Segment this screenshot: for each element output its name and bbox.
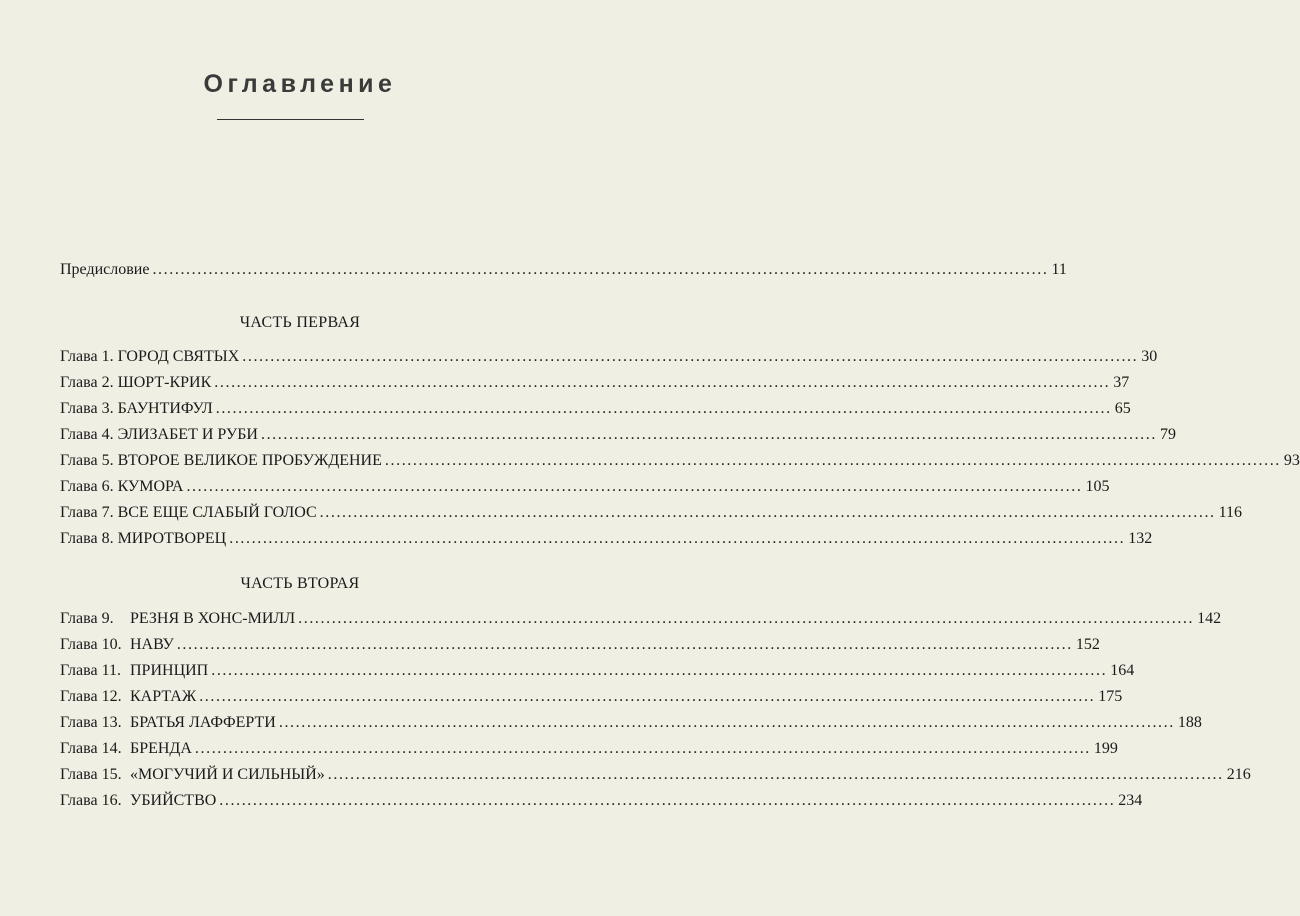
chapter-number: Глава 1. [60,348,114,365]
leader-dots: ................................................................................................................................................................ [152,261,1049,278]
toc-row [60,658,1135,684]
chapter-page: 116 [1218,504,1243,521]
chapter-label [60,736,192,762]
chapter-label [60,788,216,814]
chapter-title: КУМОРА [117,478,184,495]
leader-dots: ................................................................................................................................................................ [176,636,1073,653]
chapter-page: 164 [1110,662,1135,679]
chapter-page: 152 [1075,636,1100,653]
part1-chapter-list [60,344,1300,552]
toc-row [60,684,1123,710]
toc-row [60,526,1153,552]
leader-dots: ................................................................................................................................................................ [214,374,1111,391]
page-title: Оглавление [203,70,397,98]
leader-dots: ................................................................................................................................................................ [229,530,1126,547]
leader-dots: ................................................................................................................................................................ [319,504,1216,521]
chapter-number: Глава 9. [60,610,114,627]
chapter-page: 142 [1197,610,1222,627]
chapter-label [60,422,258,448]
chapter-page: 188 [1177,714,1202,731]
chapter-label [60,684,196,710]
leader-dots: ................................................................................................................................................................ [242,348,1139,365]
toc-row [60,500,1243,526]
chapter-title: ВСЕ ЕЩЕ СЛАБЫЙ ГОЛОС [117,504,317,521]
chapter-number: Глава 4. [60,426,114,443]
chapter-number: Глава 3. [60,400,114,417]
chapter-label [60,474,183,500]
chapter-number: Глава 15. [60,766,122,783]
toc-row [60,736,1118,762]
chapter-title: ВТОРОЕ ВЕЛИКОЕ ПРОБУЖДЕНИЕ [117,452,382,469]
toc-row [60,474,1110,500]
leader-dots: ................................................................................................................................................................ [194,740,1091,757]
leader-dots: ................................................................................................................................................................ [211,662,1108,679]
chapter-page: 37 [1113,374,1130,391]
chapter-label [60,762,325,788]
toc-row [60,344,1158,370]
chapter-label [60,396,213,422]
chapter-page: 79 [1159,426,1176,443]
chapter-number: Глава 5. [60,452,114,469]
chapter-number: Глава 16. [60,792,122,809]
toc-row [60,632,1100,658]
chapter-label [60,710,276,736]
chapter-title: ГОРОД СВЯТЫХ [117,348,240,365]
chapter-page: 65 [1114,400,1131,417]
chapter-title: НАВУ [130,636,174,653]
toc-row [60,422,1176,448]
chapter-number: Глава 10. [60,636,122,653]
chapter-label [60,658,208,684]
toc-row [60,370,1130,396]
chapter-number: Глава 7. [60,504,114,521]
title-divider [217,119,364,120]
chapter-label [60,632,174,658]
chapter-title: УБИЙСТВО [130,792,217,809]
chapter-page: 132 [1128,530,1153,547]
chapter-title: РЕЗНЯ В ХОНС-МИЛЛ [130,610,296,627]
part1-heading: ЧАСТЬ ПЕРВАЯ [239,314,361,331]
toc-row [60,396,1131,422]
toc-row [60,710,1202,736]
leader-dots: ................................................................................................................................................................ [199,688,1096,705]
chapter-title: БРЕНДА [130,740,192,757]
leader-dots: ................................................................................................................................................................ [278,714,1175,731]
chapter-number: Глава 12. [60,688,122,705]
part2-heading: ЧАСТЬ ВТОРАЯ [240,575,360,592]
chapter-label [60,344,239,370]
chapter-number: Глава 6. [60,478,114,495]
preface-page: 11 [1051,261,1067,278]
chapter-page: 199 [1093,740,1118,757]
leader-dots: ................................................................................................................................................................ [260,426,1157,443]
chapter-page: 105 [1085,478,1110,495]
chapter-title: «МОГУЧИЙ И СИЛЬНЫЙ» [130,766,325,783]
chapter-title: МИРОТВОРЕЦ [117,530,227,547]
leader-dots: ................................................................................................................................................................ [186,478,1083,495]
leader-dots: ................................................................................................................................................................ [298,610,1195,627]
chapter-page: 93 [1283,452,1300,469]
chapter-page: 216 [1226,766,1251,783]
chapter-title: БРАТЬЯ ЛАФФЕРТИ [130,714,276,731]
chapter-label [60,448,382,474]
chapter-title: ШОРТ-КРИК [117,374,212,391]
leader-dots: ................................................................................................................................................................ [327,766,1224,783]
leader-dots: ................................................................................................................................................................ [215,400,1112,417]
leader-dots: ................................................................................................................................................................ [219,792,1116,809]
preface-label: Предисловие [60,261,150,278]
chapter-label [60,526,226,552]
chapter-page: 234 [1118,792,1143,809]
toc-row [60,762,1251,788]
chapter-number: Глава 8. [60,530,114,547]
chapter-number: Глава 2. [60,374,114,391]
chapter-number: Глава 14. [60,740,122,757]
preface-entry [60,257,1067,283]
chapter-label [60,370,211,396]
leader-dots: ................................................................................................................................................................ [384,452,1281,469]
chapter-page: 175 [1098,688,1123,705]
chapter-title: ЭЛИЗАБЕТ И РУБИ [117,426,258,443]
chapter-title: ПРИНЦИП [130,662,209,679]
chapter-label [60,606,295,632]
chapter-title: КАРТАЖ [130,688,197,705]
chapter-label [60,500,317,526]
toc-row [60,448,1300,474]
toc-row [60,606,1222,632]
part2-chapter-list [60,606,1251,814]
chapter-number: Глава 13. [60,714,122,731]
chapter-page: 30 [1141,348,1158,365]
chapter-number: Глава 11. [60,662,121,679]
chapter-title: БАУНТИФУЛ [117,400,213,417]
toc-row [60,257,1067,283]
toc-row [60,788,1143,814]
